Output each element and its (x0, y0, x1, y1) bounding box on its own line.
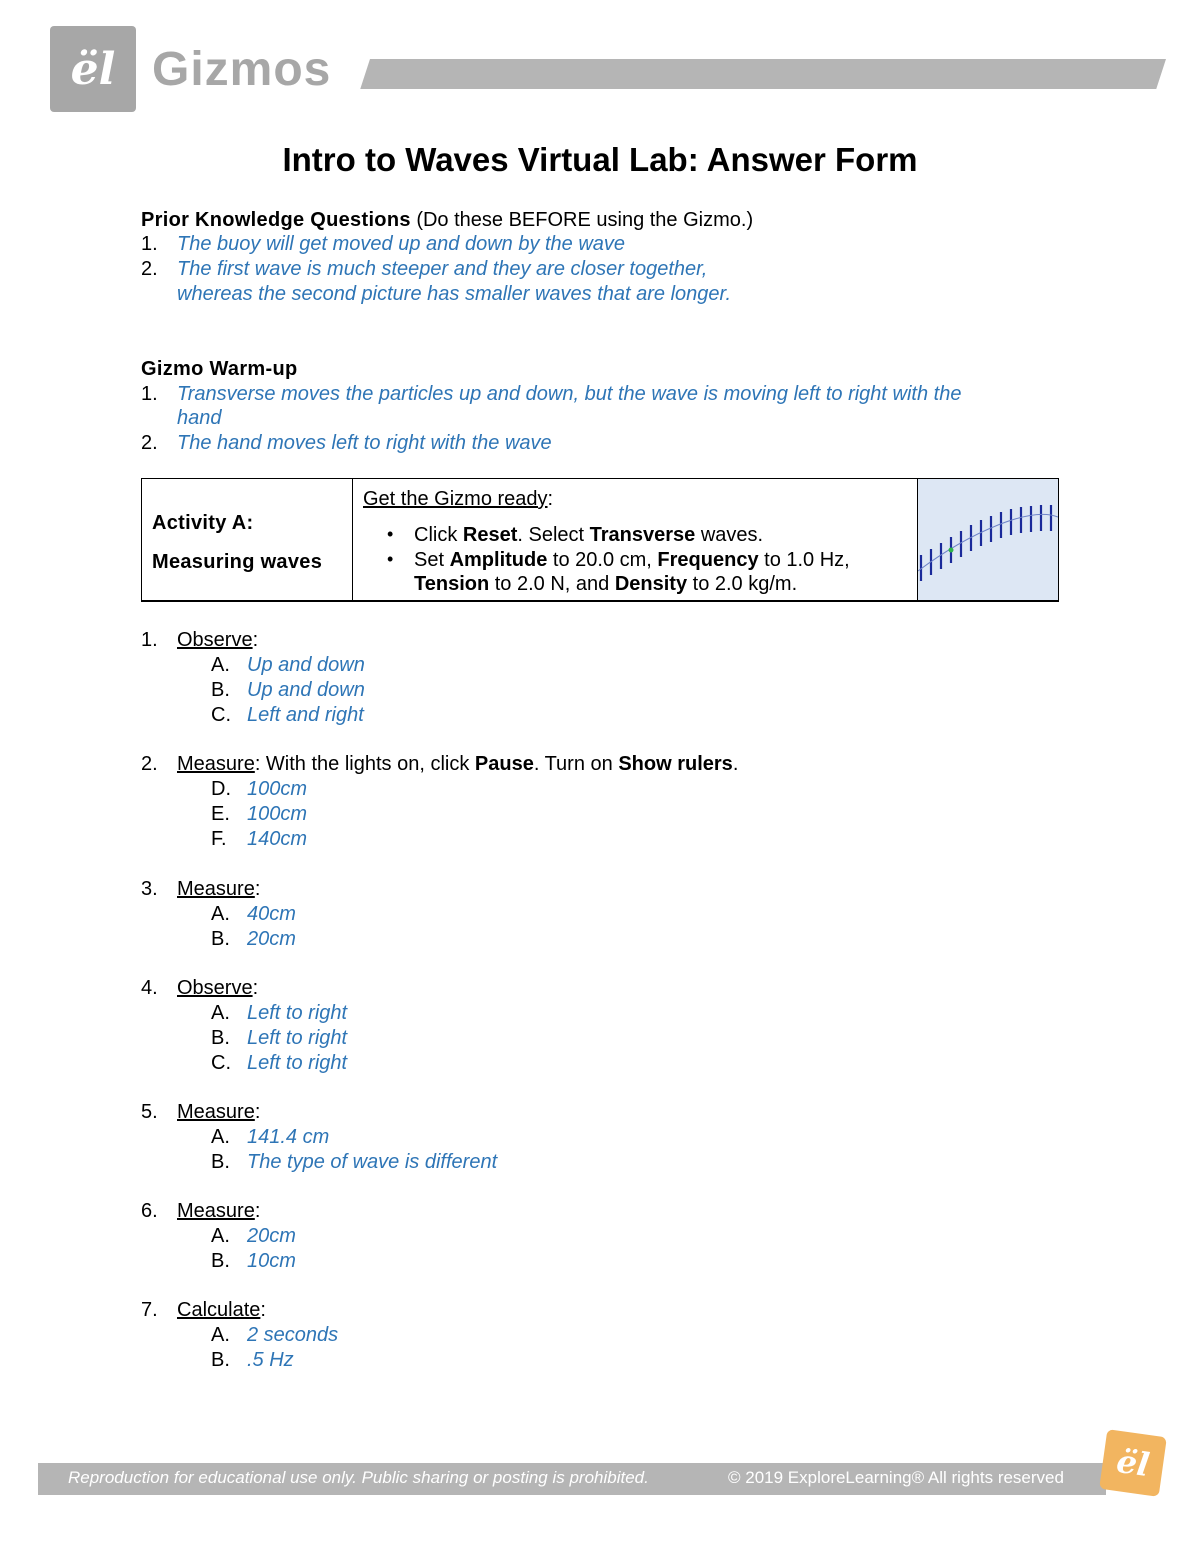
warmup-heading: Gizmo Warm-up (141, 358, 298, 380)
question-4-answer: Left to right (247, 1027, 348, 1049)
question-1-heading: Observe: (177, 629, 259, 651)
question-6-item-letter: B. (211, 1250, 230, 1272)
brand-name: Gizmos (152, 43, 332, 96)
gizmo-wave-thumbnail (918, 479, 1058, 600)
prior-answer-2-number: 2. (141, 258, 158, 280)
question-6-heading: Measure: (177, 1200, 261, 1222)
question-3-heading: Measure: (177, 878, 261, 900)
question-5-number: 5. (141, 1101, 158, 1123)
transverse-wave-icon (918, 479, 1058, 599)
question-2-item-letter: D. (211, 778, 231, 800)
question-1-item-letter: C. (211, 704, 231, 726)
question-4-item-letter: B. (211, 1027, 230, 1049)
question-5-answer: 141.4 cm (247, 1126, 330, 1148)
warmup-answer-1-line-1: Transverse moves the particles up and down, but the wave is moving left to right with the (177, 383, 962, 405)
question-4-answer: Left to right (247, 1002, 348, 1024)
activity-a-table (141, 478, 1059, 602)
question-6-answer: 10cm (247, 1250, 296, 1272)
question-6-number: 6. (141, 1200, 158, 1222)
question-1-answer: Up and down (247, 654, 365, 676)
question-3-item-letter: A. (211, 903, 230, 925)
instruction-settings-1: Set Amplitude to 20.0 cm, Frequency to 1.0 Hz, (414, 549, 850, 571)
question-1-item-letter: B. (211, 679, 230, 701)
question-4-item-letter: C. (211, 1052, 231, 1074)
header-bar (360, 59, 1166, 89)
question-2-answer: 100cm (247, 778, 308, 800)
question-3-number: 3. (141, 878, 158, 900)
warmup-answer-2: The hand moves left to right with the wave (177, 432, 552, 454)
activity-label: Activity A: (152, 512, 254, 534)
question-1-answer: Left and right (247, 704, 364, 726)
question-1-number: 1. (141, 629, 158, 651)
question-5-item-letter: A. (211, 1126, 230, 1148)
footer-disclaimer: Reproduction for educational use only. Public sharing or posting is prohibited. (68, 1468, 649, 1487)
get-gizmo-ready: Get the Gizmo ready: (363, 488, 554, 510)
page-title: Intro to Waves Virtual Lab: Answer Form (282, 141, 918, 178)
question-5-answer: The type of wave is different (247, 1151, 498, 1173)
question-1-answer: Up and down (247, 679, 365, 701)
question-1-item-letter: A. (211, 654, 230, 676)
question-2-number: 2. (141, 753, 158, 775)
activity-label-cell (142, 479, 353, 600)
warmup-answer-2-number: 2. (141, 432, 158, 454)
question-5-heading: Measure: (177, 1101, 261, 1123)
question-4-number: 4. (141, 977, 158, 999)
question-7-heading: Calculate: (177, 1299, 266, 1321)
warmup-answer-1-line-2: hand (177, 407, 222, 429)
instruction-reset: Click Reset. Select Transverse waves. (414, 524, 764, 546)
footer-copyright: © 2019 ExploreLearning® All rights reserved (728, 1468, 1064, 1487)
question-7-answer: 2 seconds (247, 1324, 339, 1346)
question-3-answer: 20cm (247, 928, 296, 950)
question-7-item-letter: B. (211, 1349, 230, 1371)
instruction-settings-2: Tension to 2.0 N, and Density to 2.0 kg/m. (414, 573, 798, 595)
question-4-answer: Left to right (247, 1052, 348, 1074)
question-6-answer: 20cm (247, 1225, 296, 1247)
question-4-heading: Observe: (177, 977, 259, 999)
gizmos-logo-icon: ël (50, 26, 136, 112)
question-7-number: 7. (141, 1299, 158, 1321)
prior-answer-1: The buoy will get moved up and down by the wave (177, 233, 626, 255)
question-2-heading: Measure: With the lights on, click Pause. Turn on Show rulers. (177, 753, 739, 775)
question-3-item-letter: B. (211, 928, 230, 950)
question-6-item-letter: A. (211, 1225, 230, 1247)
prior-answer-1-number: 1. (141, 233, 158, 255)
bullet-1: • (387, 524, 394, 544)
activity-instructions-cell (353, 479, 918, 600)
warmup-answer-1-number: 1. (141, 383, 158, 405)
explorelearning-logo-icon: ël (1099, 1429, 1167, 1497)
question-5-item-letter: B. (211, 1151, 230, 1173)
question-2-answer: 140cm (247, 828, 308, 850)
prior-knowledge-heading: Prior Knowledge Questions (Do these BEFORE using the Gizmo.) (141, 209, 754, 231)
activity-subtitle: Measuring waves (152, 551, 323, 573)
question-3-answer: 40cm (247, 903, 296, 925)
bullet-2: • (387, 549, 394, 569)
question-7-answer: .5 Hz (247, 1349, 294, 1371)
question-2-answer: 100cm (247, 803, 308, 825)
question-2-item-letter: F. (211, 828, 227, 850)
question-4-item-letter: A. (211, 1002, 230, 1024)
question-2-item-letter: E. (211, 803, 230, 825)
prior-answer-2-line-1: The first wave is much steeper and they are closer together, (177, 258, 708, 280)
prior-answer-2-line-2: whereas the second picture has smaller waves that are longer. (177, 283, 731, 305)
question-7-item-letter: A. (211, 1324, 230, 1346)
